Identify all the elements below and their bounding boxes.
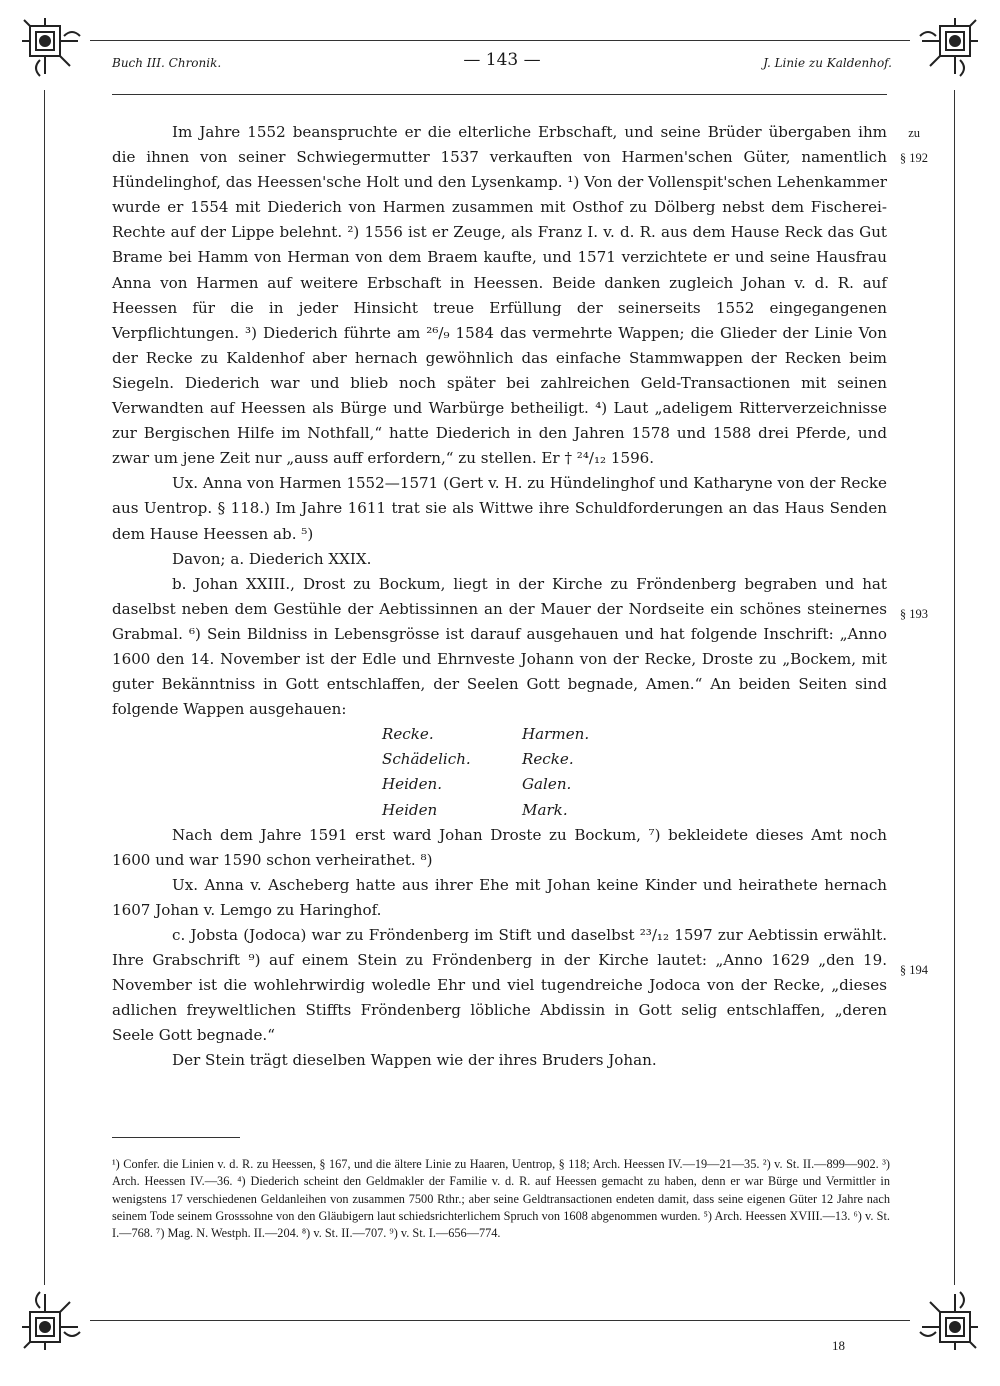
signature-mark: 18 [832, 1338, 845, 1353]
footnotes: ¹) Confer. die Linien v. d. R. zu Heessen, § 167, und die ältere Linie zu Haaren, Uentrop, § 118; Arch. Heessen IV.—19—21—35. ²) v. St. II.—899—902. ³) Arch. Heessen IV.—36. ⁴) Diederich scheint den Geldmakler der Familie v. d. R. auf Heessen gemacht zu haben, denn er war Bürge und Vermittler in wenigstens 17 verschiedenen Geldanleihen von zusammen 7500 Rthr.; aber seine Geldtransactionen endeten damit, dass seine eigenen Güter 12 Jahre nach seinem Tode seinem Grosssohne von den Gläubigern laut schiedsrichterlichem Spruch von 1608 abgenommen wurden. ⁵) Arch. Heessen XVIII.—13. ⁶) v. St. I.—768. ⁷) Mag. N. Westph. II.—204. ⁸) v. St. II.—707. ⁹) v. St. I.—656—774. [112, 1157, 890, 1241]
paragraph: Der Stein trägt dieselben Wappen wie der ihres Bruders Johan. [172, 1051, 657, 1070]
arms-row [112, 798, 887, 823]
ornament-top-right [910, 14, 982, 86]
paragraph: Im Jahre 1552 beanspruchte er die elterliche Erbschaft, und seine Brüder übergaben ihm die ihnen von seiner Schwiegermutter 1537 verkauften von Harmen'schen Güter, namentlich Hündelinghof, das Heessen'sche Holt und den Lysenkamp. ¹) Von der Vollenspit'schen Lehenkammer wurde er 1554 mit Diederich von Harmen zusammen mit Osthof zu Dölberg nebst dem Fischerei-Rechte auf der Lippe belehnt. ²) 1556 ist er Zeuge, als Franz I. v. d. R. aus dem Hause Reck das Gut Brame bei Hamm von Herman von dem Braem kaufte, und 1571 verzichtete er und seine Hausfrau Anna von Harmen auf weitere Erbschaft in Heessen. Beide danken zugleich Johan v. d. R. auf Heessen für die in jeder Hinsicht treue Erfüllung der seinerseits 1552 eingegangenen Verpflichtungen. ³) Diederich führte am ²⁶/₉ 1584 das vermehrte Wappen; die Glieder der Linie Von der Recke zu Kaldenhof aber hernach gewöhnlich das einfache Stammwappen der Recken beim Siegeln. Diederich war und blieb noch später bei zahlreichen Geld-Transactionen mit seinen Verwandten auf Heessen als Bürge und Warbürge betheiligt. ⁴) Laut „adeligem Ritterverzeichnisse zur Bergischen Hilfe im Nothfall,“ hatte Diederich in den Jahren 1578 und 1588 drei Pferde, und zwar um jene Zeit nur „auss auff erfordern,“ zu stellen. Er † ²⁴/₁₂ 1596. [112, 123, 887, 468]
frame-bottom-rule [90, 1320, 910, 1321]
ornament-bottom-left [18, 1282, 90, 1354]
footnote-rule [112, 1137, 240, 1138]
margin-note: § 192 [899, 151, 928, 165]
arms-row [112, 772, 887, 797]
paragraph: c. Jobsta (Jodoca) war zu Fröndenberg im Stift und daselbst ²³/₁₂ 1597 zur Aebtissin erwählt. Ihre Grabschrift ⁹) auf einem Stein zu Fröndenberg in der Kirche lautet: „Anno 1629 „den 19. November ist die wohlehrwirdig woledle Ehr und viel tugendreiche Jodoca von der Recke, „dieses adlichen freyweltlichen Stiffts Fröndenberg löbliche Abdissin in Gott selig entschlaffen, „deren Seele Gott begnade.“ [112, 926, 887, 1045]
paragraph: Nach dem Jahre 1591 erst ward Johan Droste zu Bockum, ⁷) bekleidete dieses Amt noch 1600 und war 1590 schon verheirathet. ⁸) [112, 825, 887, 869]
ornament-bottom-right [910, 1282, 982, 1354]
frame-top-rule [90, 40, 910, 41]
header-left: Buch III. Chronik. [112, 56, 222, 70]
margin-note: § 193 [899, 607, 928, 621]
arms-row [112, 747, 887, 772]
page-number: — 143 — [463, 50, 541, 70]
frame-left-rule [44, 90, 45, 1285]
arms-row [112, 722, 887, 747]
arms-left: Schädelich. [382, 750, 471, 769]
running-header [112, 50, 892, 74]
header-right: J. Linie zu Kaldenhof. [763, 56, 892, 70]
arms-right: Recke. [522, 750, 574, 769]
frame-right-rule [954, 90, 955, 1285]
paragraph: Davon; a. Diederich XXIX. [172, 549, 372, 568]
arms-left: Heiden [382, 800, 438, 819]
arms-right: Galen. [522, 775, 572, 794]
paragraph: Ux. Anna v. Ascheberg hatte aus ihrer Ehe mit Johan keine Kinder und heirathete hernach 1607 Johan v. Lemgo zu Haringhof. [112, 875, 887, 919]
ornament-top-left [18, 14, 90, 86]
paragraph: Ux. Anna von Harmen 1552—1571 (Gert v. H. zu Hündelinghof und Katharyne von der Recke aus Uentrop. § 118.) Im Jahre 1611 trat sie als Wittwe ihre Schuldforderungen an das Haus Senden dem Hause Heessen ab. ⁵) [112, 474, 887, 543]
margin-note: zu [908, 126, 920, 140]
margin-note: § 194 [899, 963, 928, 977]
arms-left: Heiden. [382, 775, 443, 794]
paragraph: b. Johan XXIII., Drost zu Bockum, liegt in der Kirche zu Fröndenberg begraben und hat daselbst neben dem Gestühle der Aebtissinnen an der Mauer der Nordseite ein schönes steinernes Grabmal. ⁶) Sein Bildniss in Lebensgrösse ist darauf ausgehauen und hat folgende Inschrift: „Anno 1600 den 14. November ist der Edle und Ehrnveste Johann von der Recke, Droste zu „Bockem, mit guter Bekänntniss in Gott entschlaffen, der Seelen Gott begnade, Amen.“ An beiden Seiten sind folgende Wappen ausgehauen: [112, 574, 887, 719]
arms-left: Recke. [382, 725, 434, 744]
arms-right: Harmen. [522, 725, 590, 744]
main-text [112, 120, 887, 1074]
arms-right: Mark. [522, 800, 568, 819]
header-rule [112, 94, 887, 95]
coat-of-arms-list [112, 722, 887, 822]
